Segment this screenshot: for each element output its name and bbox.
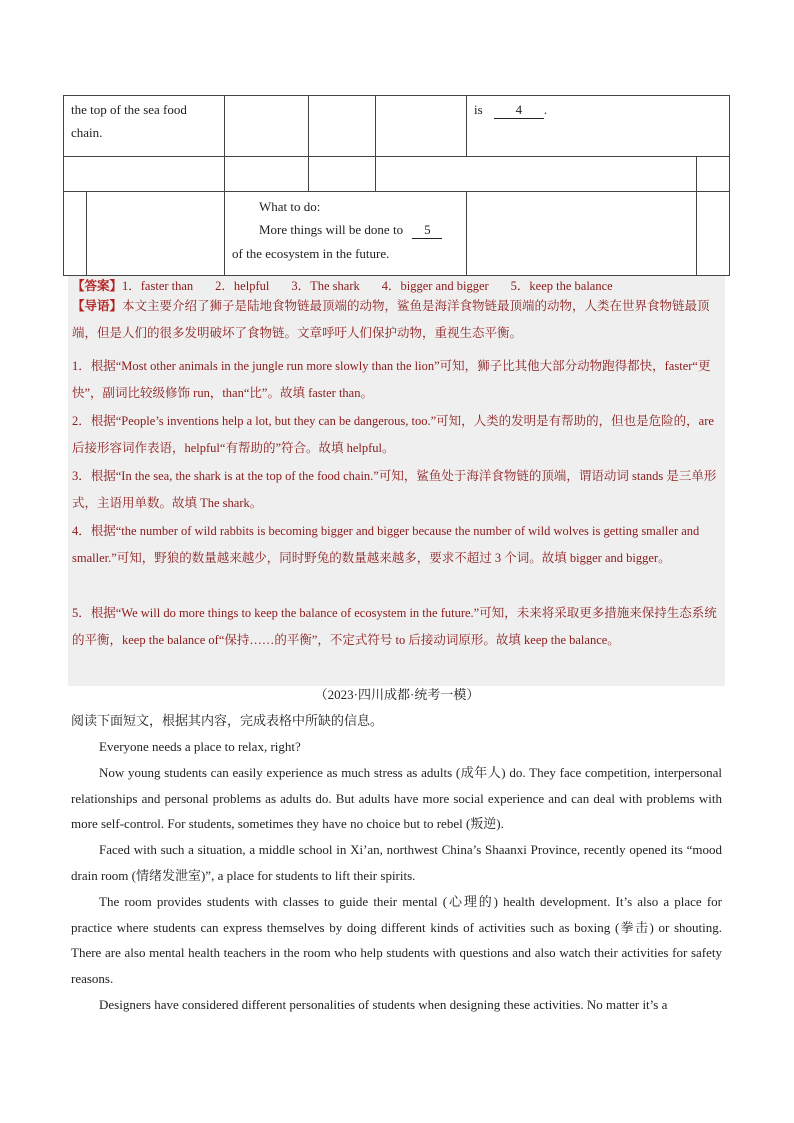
table-rule [224, 95, 225, 192]
table-rule [224, 192, 225, 276]
passage-paragraph: The room provides students with classes to guide their mental (心理的) health development. It’s also a place for practice where students can express themselves by doing different kinds of activities such as boxing (拳击) or shouting. There are also mental health teachers in the room who help students with questions and also watch their activities for safety reasons. [71, 894, 722, 987]
guide-tag: 【导语】 [72, 299, 123, 313]
passage-paragraph: Designers have considered different personalities of students when designing these activities. No matter it’s a [99, 997, 668, 1012]
passage-paragraph: Faced with such a situation, a middle school in Xi’an, northwest China’s Shaanxi Province, recently opened its “mood drain room (情绪发泄室)”, a place for students to lift their spirits. [71, 842, 722, 883]
table-cell-text: the top of the sea food chain. [71, 102, 187, 140]
explanation-5: 5．根据“We will do more things to keep the balance of ecosystem in the future.”可知，未来将采取更多措施来保持生态系统的平衡，keep the balance of“保持……的平衡”，不定式符号 to 后接动词原形。故填 keep the balance。 [72, 606, 717, 648]
table-rule [466, 95, 467, 157]
table-rule [63, 95, 64, 276]
answer-blank-5: 5 [412, 222, 442, 239]
cell-suffix: . [543, 102, 548, 117]
passage-paragraph: Everyone needs a place to relax, right? [99, 739, 301, 754]
explanation-3: 3．根据“In the sea, the shark is at the top of the food chain.”可知，鲨鱼处于海洋食物链的顶端，谓语动词 stands 是三单形式，主语用单数。故填 The shark。 [72, 469, 717, 511]
table-cell-line: of the ecosystem in the future. [232, 246, 390, 261]
table-rule [63, 191, 730, 192]
answer-item: 3．The shark [291, 279, 360, 293]
answer-item: 2．helpful [215, 279, 270, 293]
table-rule [729, 95, 730, 276]
answer-item: 5．keep the balance [510, 279, 613, 293]
answer-item: 1．faster than [122, 279, 194, 293]
table-cell-blank-4 [474, 98, 714, 121]
table-rule [63, 95, 730, 96]
what-to-do-heading: What to do: [259, 199, 321, 214]
table-cell-blank-5 [259, 218, 442, 241]
cell-prefix: is [474, 102, 483, 117]
guide-text: 本文主要介绍了狮子是陆地食物链最顶端的动物，鲨鱼是海洋食物链最顶端的动物，人类在世界食物链最顶端，但是人们的很多发明破坏了食物链。文章呼吁人们保护动物，重视生态平衡。 [72, 299, 710, 341]
table-rule [308, 95, 309, 192]
answer-tag: 【答案】 [72, 279, 123, 293]
table-rule [696, 157, 697, 276]
table-rule [63, 156, 730, 157]
question-source: （2023·四川成都·统考一模） [314, 687, 480, 702]
cell-line: More things will be done to [259, 222, 404, 237]
explanation-4: 4．根据“the number of wild rabbits is becoming bigger and bigger because the number of wild wolves is getting smaller and smaller.”可知，野狼的数量越来越少，同时野兔的数量越来越多，要求不超过 3 个词。故填 bigger and bigger。 [72, 524, 700, 566]
passage-paragraph: Now young students can easily experience as much stress as adults (成年人) do. They face competition, interpersonal relationships and personal problems as adults do. But adults have more social experience and can deal with problems with more self-control. For students, sometimes they have no choice but to rebel (叛逆). [71, 765, 722, 832]
guide-paragraph [72, 293, 724, 347]
answer-blank-4: 4 [494, 102, 544, 119]
table-rule [375, 95, 376, 192]
explanation-1: 1．根据“Most other animals in the jungle run more slowly than the lion”可知，狮子比其他大部分动物跑得都快，faster“更快”，副词比较级修饰 run，than“比”。故填 faster than。 [72, 359, 711, 401]
info-table [63, 95, 730, 276]
table-rule [466, 192, 467, 276]
answer-item: 4．bigger and bigger [381, 279, 489, 293]
answer-section [68, 276, 725, 686]
explanation-2: 2．根据“People’s inventions help a lot, but they can be dangerous, too.”可知，人类的发明是有帮助的，但也是危险的，are 后接形容词作表语，helpful“有帮助的”符合。故填 helpful。 [72, 414, 714, 456]
table-rule [86, 192, 87, 276]
instruction: 阅读下面短文，根据其内容，完成表格中所缺的信息。 [71, 713, 384, 728]
